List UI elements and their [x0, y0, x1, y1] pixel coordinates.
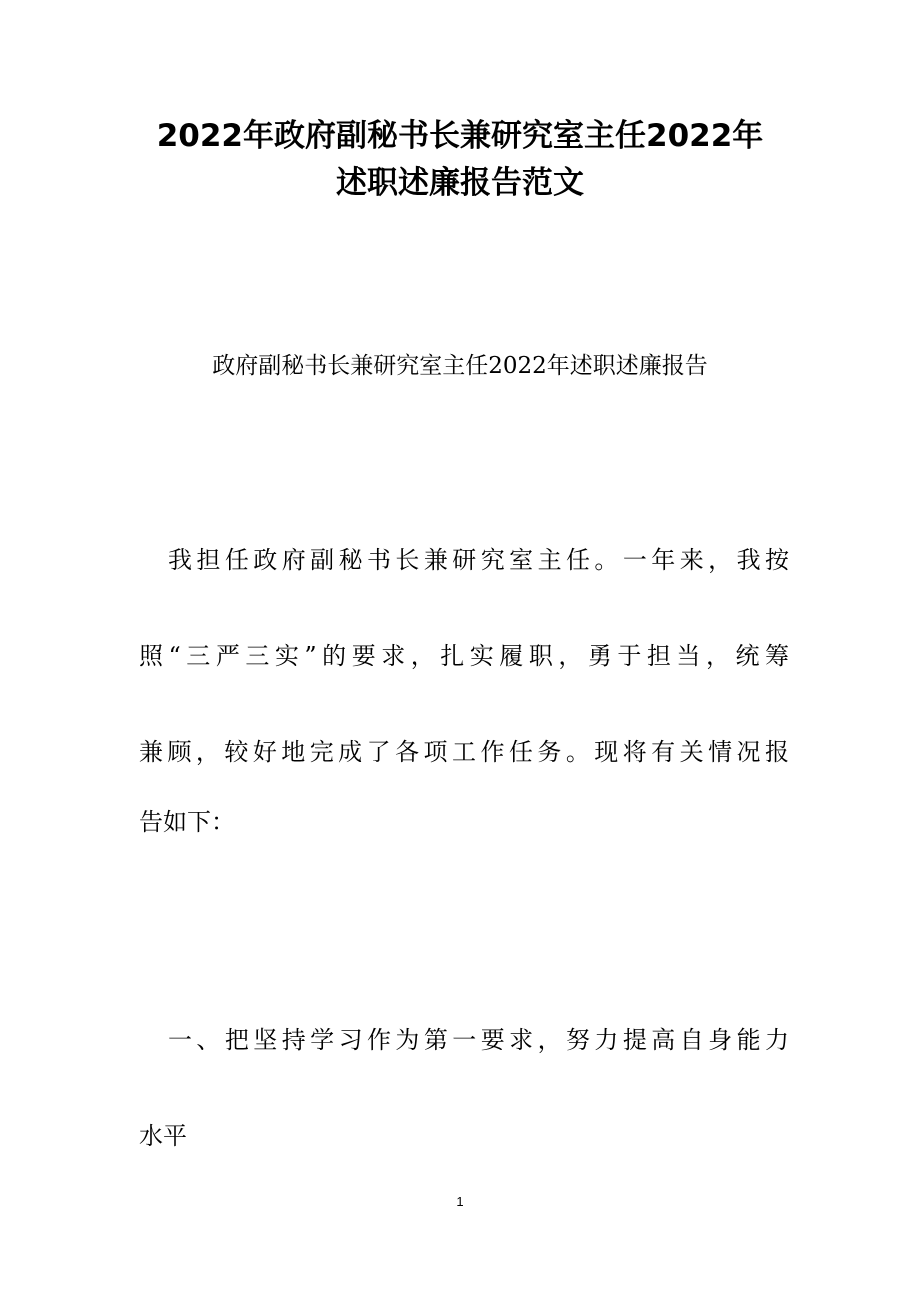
section-heading-line-2: 水平 [139, 1122, 187, 1150]
document-title-line-2: 述职述廉报告范文 [336, 165, 584, 201]
section-heading-line-1: 一、把坚持学习作为第一要求，努力提高自身能力 [168, 1026, 789, 1054]
intro-paragraph-line-1: 我担任政府副秘书长兼研究室主任。一年来，我按 [168, 546, 789, 574]
report-subtitle: 政府副秘书长兼研究室主任2022年述职述廉报告 [212, 353, 708, 379]
intro-paragraph-line-2: 照“三严三实”的要求，扎实履职，勇于担当，统筹 [139, 642, 789, 670]
document-title-line-1: 2022年政府副秘书长兼研究室主任2022年 [156, 118, 764, 154]
page-number: 1 [456, 1194, 464, 1209]
intro-paragraph-line-4: 告如下： [139, 808, 235, 836]
intro-paragraph-line-3: 兼顾，较好地完成了各项工作任务。现将有关情况报 [139, 738, 789, 766]
